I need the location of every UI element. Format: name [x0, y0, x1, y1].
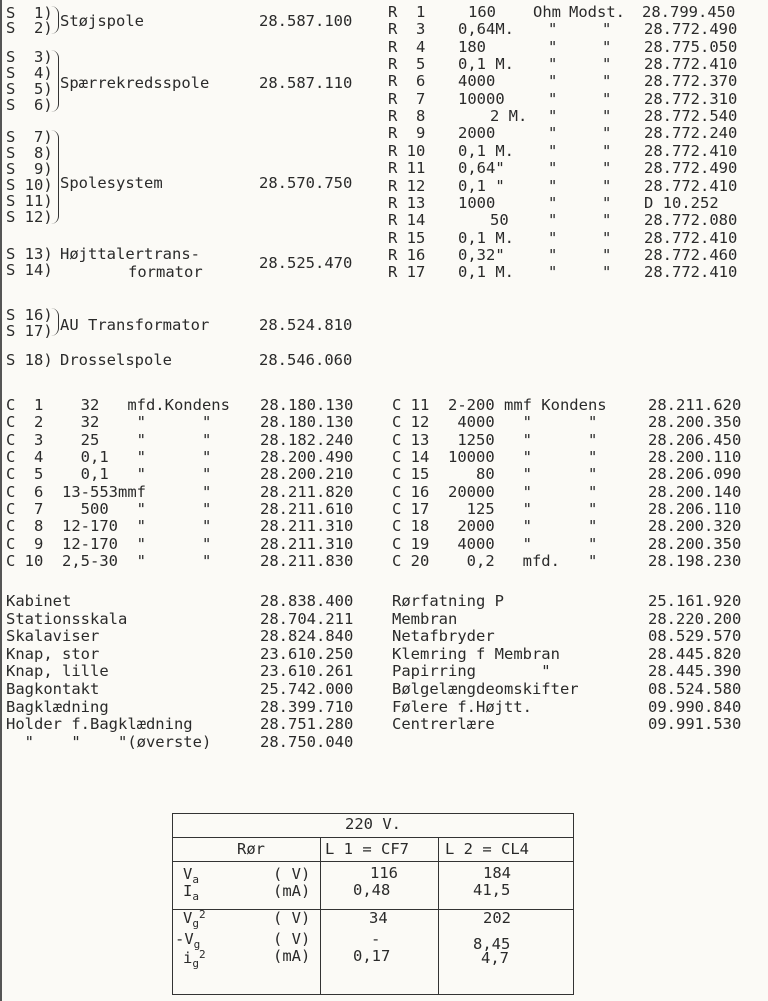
condenser-desc: C 4 0,1 " "	[6, 448, 212, 467]
part-name: Knap, stor	[6, 644, 100, 663]
condenser-desc: C 10 2,5-30 " "	[6, 552, 212, 571]
resistor-value: 10000	[458, 89, 505, 108]
resistor-code: 28.772.410	[644, 263, 738, 282]
condenser-code: 28.211.310	[260, 534, 354, 553]
cell-l1-vg: -	[371, 930, 381, 948]
part-name: Stationsskala	[6, 609, 128, 628]
resistor-ref: R 3	[388, 20, 426, 39]
part-name: Bølgelængdeomskifter	[392, 680, 579, 698]
resistor-q2: "	[602, 37, 612, 56]
condenser-code: 28.206.450	[648, 430, 742, 449]
resistor-value: 4000	[458, 72, 496, 91]
condenser-desc: C 18 2000 " "	[392, 517, 598, 536]
resistor-q2: "	[602, 193, 612, 212]
coil-label: S 18)	[6, 351, 53, 369]
part-code: 28.824.840	[260, 627, 354, 646]
coil-label: S 2)	[6, 19, 53, 37]
part-name: Netafbryder	[392, 627, 495, 646]
cell-l1-ia: 0,48	[353, 881, 391, 899]
condenser-desc: C 13 1250 " "	[392, 430, 598, 449]
condenser-code: 28.211.610	[260, 500, 354, 519]
part-code: 28.751.280	[260, 715, 354, 734]
resistor-q1: "	[548, 124, 558, 143]
row-label-vg: $-V_g$	[175, 930, 201, 951]
part-name: Knap, lille	[6, 662, 109, 681]
condenser-code: 28.211.830	[260, 552, 354, 571]
resistor-ref: R 10	[388, 141, 426, 160]
condenser-code: 28.211.310	[260, 517, 354, 536]
condenser-list-right	[392, 398, 768, 578]
resistor-code: 28.775.050	[644, 37, 738, 56]
resistor-q2: "	[602, 107, 612, 126]
condenser-code: 28.198.230	[648, 552, 742, 571]
parts-list-right	[392, 594, 768, 744]
resistor-ref: R 7	[388, 89, 426, 108]
resistor-list	[388, 0, 768, 300]
resistor-code: 28.772.410	[644, 176, 738, 195]
coil-code: 28.524.810	[259, 316, 353, 334]
row-unit-ia: (mA)	[273, 882, 311, 900]
condenser-code: 28.180.130	[260, 396, 354, 414]
coil-label: S 7)	[6, 128, 53, 146]
condenser-code: 28.200.140	[648, 482, 742, 501]
condenser-code: 28.211.820	[260, 482, 354, 501]
cell-l1-ig2: 0,17	[353, 947, 391, 965]
coil-label: S 1)	[6, 4, 53, 22]
resistor-q1: Ohm	[533, 3, 561, 21]
condenser-desc: C 17 125 " "	[392, 500, 598, 519]
divider	[173, 837, 573, 838]
resistor-value: 160	[468, 3, 496, 21]
condenser-desc: C 7 500 " "	[6, 500, 212, 519]
resistor-q2: "	[602, 176, 612, 195]
resistor-ref: R 1	[388, 3, 426, 21]
part-code: 25.161.920	[648, 592, 742, 610]
part-code: 09.990.840	[648, 697, 742, 716]
row-label-ig2: $i_g^2$	[183, 948, 206, 970]
condenser-code: 28.206.110	[648, 500, 742, 519]
resistor-q1: "	[548, 72, 558, 91]
condenser-desc: C 8 12-170 " "	[6, 517, 212, 536]
resistor-code: D 10.252	[644, 193, 719, 212]
part-code: 28.220.200	[648, 609, 742, 628]
row-label-vg2: $V_g^2$	[183, 908, 206, 930]
resistor-value: 0,1 M.	[458, 55, 514, 74]
resistor-q1: "	[548, 159, 558, 178]
cell-l2-ig2: 4,7	[481, 949, 509, 967]
cell-l2-ia: 41,5	[473, 881, 511, 899]
resistor-ref: R 8	[388, 107, 426, 126]
coil-list	[0, 0, 380, 380]
resistor-q2: "	[602, 89, 612, 108]
part-name: Papirring "	[392, 662, 551, 681]
condenser-code: 28.180.130	[260, 413, 354, 432]
coil-code: 28.587.100	[259, 12, 353, 30]
part-name: Rørfatning P	[392, 592, 504, 610]
resistor-value: 2000	[458, 124, 496, 143]
brace	[50, 130, 59, 224]
part-code: 28.445.820	[648, 644, 742, 663]
row-unit-va: ( V)	[273, 865, 311, 883]
part-name: Holder f.Bagklædning	[6, 715, 193, 734]
coil-name: Drosselspole	[60, 351, 172, 369]
resistor-q2: "	[602, 228, 612, 247]
condenser-code: 28.200.320	[648, 517, 742, 536]
table-title: 220 V.	[345, 815, 401, 833]
coil-label: S 9)	[6, 160, 53, 178]
condenser-desc: C 19 4000 " "	[392, 534, 598, 553]
resistor-ref: R 6	[388, 72, 426, 91]
coil-name: AU Transformator	[60, 316, 210, 334]
resistor-q2: "	[602, 245, 612, 264]
divider	[173, 861, 573, 862]
part-name: Skalaviser	[6, 627, 100, 646]
coil-label: S 12)	[6, 208, 53, 226]
condenser-desc: C 16 20000 " "	[392, 482, 598, 501]
resistor-ref: R 4	[388, 37, 426, 56]
row-unit-vg: ( V)	[273, 930, 311, 948]
part-code: 23.610.261	[260, 662, 354, 681]
part-name: Klemring f Membran	[392, 644, 560, 663]
resistor-q2: "	[602, 211, 612, 230]
resistor-q1: "	[548, 263, 558, 282]
coil-label: S 11)	[6, 192, 53, 210]
condenser-code: 28.200.350	[648, 534, 742, 553]
resistor-q1: "	[548, 55, 558, 74]
coil-label: S 5)	[6, 80, 53, 98]
part-code: 28.838.400	[260, 592, 354, 610]
condenser-code: 28.200.210	[260, 465, 354, 484]
part-code: 28.750.040	[260, 732, 354, 751]
cell-l2-va: 184	[483, 864, 511, 882]
brace	[50, 6, 59, 34]
condenser-list-left	[6, 398, 386, 578]
cell-l1-va: 116	[370, 864, 398, 882]
resistor-value: 0,1 M.	[458, 228, 514, 247]
coil-code: 28.587.110	[259, 74, 353, 92]
resistor-code: 28.799.450	[642, 3, 736, 21]
condenser-desc: C 11 2-200 mmf Kondens	[392, 396, 607, 414]
condenser-code: 28.200.350	[648, 413, 742, 432]
row-label-va: $V_a$	[183, 865, 199, 886]
coil-code: 28.525.470	[259, 254, 353, 272]
resistor-q1: "	[548, 176, 558, 195]
divider	[320, 837, 321, 994]
resistor-q2: "	[602, 72, 612, 91]
part-name: Bagkontakt	[6, 680, 100, 698]
coil-code: 28.570.750	[259, 174, 353, 192]
part-code: 25.742.000	[260, 680, 354, 698]
part-name: Centrerlære	[392, 715, 495, 734]
resistor-ref: R 17	[388, 263, 426, 282]
cell-l2-vg: 8,45	[473, 935, 511, 953]
coil-label: S 13)	[6, 245, 53, 263]
part-name: " " "(øverste)	[6, 732, 212, 751]
resistor-value: 180	[458, 37, 486, 56]
resistor-q2: Modst.	[569, 3, 625, 21]
resistor-ref: R 15	[388, 228, 426, 247]
condenser-desc: C 1 32 mfd.Kondens	[6, 396, 230, 414]
resistor-q1: "	[548, 245, 558, 264]
part-name: Følere f.Højtt.	[392, 697, 532, 716]
condenser-desc: C 9 12-170 " "	[6, 534, 212, 553]
condenser-desc: C 3 25 " "	[6, 430, 212, 449]
resistor-code: 28.772.410	[644, 55, 738, 74]
resistor-q2: "	[602, 20, 612, 39]
resistor-ref: R 5	[388, 55, 426, 74]
condenser-code: 28.211.620	[648, 396, 742, 414]
part-code: 08.529.570	[648, 627, 742, 646]
coil-label: S 4)	[6, 64, 53, 82]
condenser-desc: C 20 0,2 mfd. "	[392, 552, 598, 571]
row-unit-ig2: (mA)	[273, 947, 311, 965]
coil-name: Spærrekredsspole	[60, 74, 210, 92]
part-code: 23.610.250	[260, 644, 354, 663]
condenser-code: 28.182.240	[260, 430, 354, 449]
resistor-q1: "	[548, 211, 558, 230]
resistor-q1: "	[548, 193, 558, 212]
resistor-code: 28.772.490	[644, 20, 738, 39]
coil-label: S 8)	[6, 144, 53, 162]
part-code: 28.704.211	[260, 609, 354, 628]
resistor-q2: "	[602, 141, 612, 160]
resistor-value: 2 M.	[490, 107, 528, 126]
divider	[438, 837, 439, 994]
part-code: 08.524.580	[648, 680, 742, 698]
part-name: Membran	[392, 609, 458, 628]
brace	[50, 308, 59, 336]
col-header-l2: L 2 = CL4	[445, 840, 529, 858]
coil-name: Højttalertrans-	[60, 245, 200, 263]
coil-label: S 17)	[6, 322, 53, 340]
condenser-desc: C 14 10000 " "	[392, 448, 598, 467]
resistor-ref: R 13	[388, 193, 426, 212]
row-label-ia: $I_a$	[183, 882, 199, 903]
resistor-q1: "	[548, 20, 558, 39]
resistor-ref: R 14	[388, 211, 426, 230]
resistor-code: 28.772.410	[644, 228, 738, 247]
resistor-code: 28.772.310	[644, 89, 738, 108]
coil-label: S 16)	[6, 306, 53, 324]
condenser-code: 28.200.110	[648, 448, 742, 467]
resistor-value: 0,32"	[458, 245, 505, 264]
resistor-q1: "	[548, 228, 558, 247]
resistor-q2: "	[602, 263, 612, 282]
cell-l1-vg2: 34	[369, 909, 388, 927]
coil-name-cont: formator	[128, 263, 203, 281]
part-name: Bagklædning	[6, 697, 109, 716]
resistor-q2: "	[602, 159, 612, 178]
resistor-q1: "	[548, 37, 558, 56]
resistor-ref: R 9	[388, 124, 426, 143]
coil-label: S 14)	[6, 261, 53, 279]
condenser-desc: C 15 80 " "	[392, 465, 598, 484]
condenser-desc: C 5 0,1 " "	[6, 465, 212, 484]
resistor-code: 28.772.370	[644, 72, 738, 91]
coil-name: Støjspole	[60, 12, 144, 30]
resistor-code: 28.772.460	[644, 245, 738, 264]
resistor-ref: R 11	[388, 159, 426, 178]
resistor-q1: "	[548, 107, 558, 126]
parts-list-left	[6, 594, 386, 764]
resistor-q1: "	[548, 89, 558, 108]
resistor-code: 28.772.080	[644, 211, 738, 230]
resistor-ref: R 16	[388, 245, 426, 264]
resistor-q2: "	[602, 55, 612, 74]
condenser-code: 28.200.490	[260, 448, 354, 467]
resistor-value: 0,64"	[458, 159, 505, 178]
resistor-q2: "	[602, 124, 612, 143]
coil-label: S 6)	[6, 96, 53, 114]
resistor-value: 0,1 "	[458, 176, 505, 195]
resistor-q1: "	[548, 141, 558, 160]
condenser-desc: C 2 32 " "	[6, 413, 212, 432]
brace	[50, 50, 59, 112]
resistor-code: 28.772.540	[644, 107, 738, 126]
row-unit-vg2: ( V)	[273, 909, 311, 927]
part-code: 28.399.710	[260, 697, 354, 716]
coil-label: S 10)	[6, 176, 53, 194]
resistor-code: 28.772.490	[644, 159, 738, 178]
part-code: 09.991.530	[648, 715, 742, 734]
coil-name: Spolesystem	[60, 174, 163, 192]
coil-label: S 3)	[6, 48, 53, 66]
resistor-value: 50	[490, 211, 509, 230]
resistor-value: 0,64M.	[458, 20, 514, 39]
resistor-code: 28.772.410	[644, 141, 738, 160]
resistor-code: 28.772.240	[644, 124, 738, 143]
condenser-desc: C 12 4000 " "	[392, 413, 598, 432]
resistor-value: 0,1 M.	[458, 263, 514, 282]
resistor-value: 1000	[458, 193, 496, 212]
cell-l2-vg2: 202	[483, 909, 511, 927]
col-header-l1: L 1 = CF7	[325, 840, 409, 858]
resistor-ref: R 12	[388, 176, 426, 195]
col-header-ror: Rør	[237, 840, 265, 858]
condenser-code: 28.206.090	[648, 465, 742, 484]
part-code: 28.445.390	[648, 662, 742, 681]
part-name: Kabinet	[6, 592, 72, 610]
resistor-value: 0,1 M.	[458, 141, 514, 160]
condenser-desc: C 6 13-553mmf "	[6, 482, 212, 501]
coil-code: 28.546.060	[259, 351, 353, 369]
tube-voltage-table	[172, 813, 574, 995]
